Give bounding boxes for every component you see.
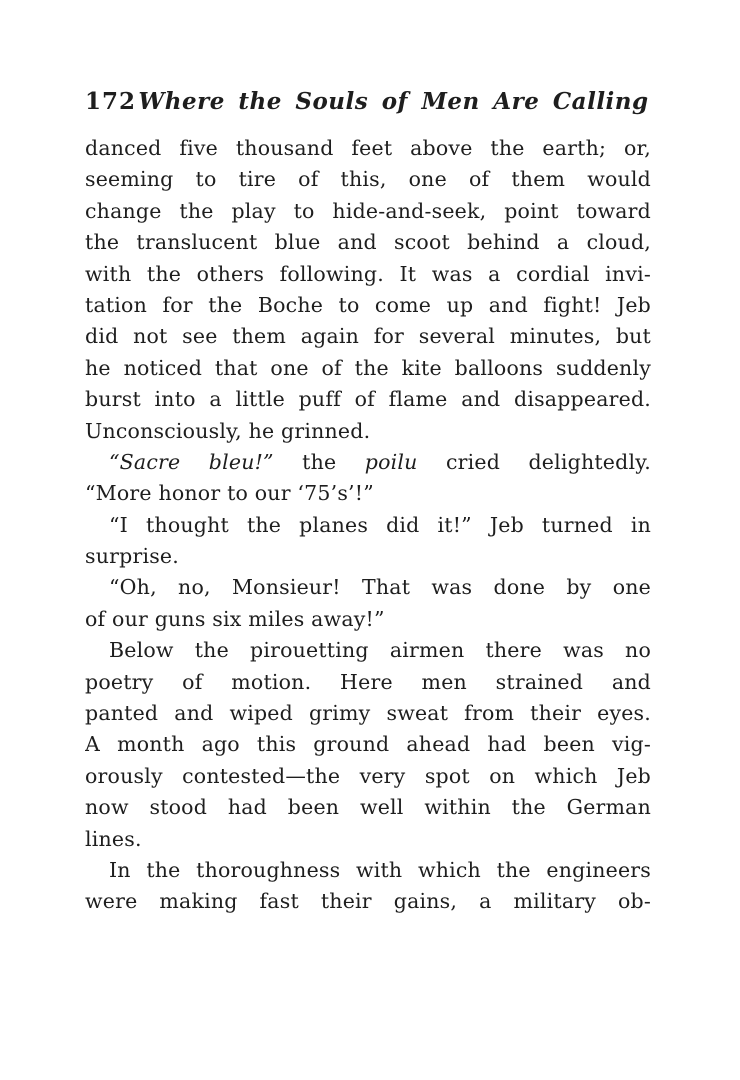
text-line: panted and wiped grimy sweat from their eyes. [85, 701, 651, 726]
text-line: seeming to tire of this, one of them would [85, 167, 651, 192]
text-line: burst into a little puff of flame and disappeared. [85, 387, 651, 412]
text-line: of our guns six miles away!” [85, 606, 385, 631]
text-line: the translucent blue and scoot behind a cloud, [85, 230, 651, 255]
text-line: surprise. [85, 544, 179, 569]
text-line: “I thought the planes did it!” Jeb turned in [109, 512, 651, 537]
text-line: did not see them again for several minutes, but [85, 324, 651, 349]
text-line: lines. [85, 826, 142, 851]
text-line: tation for the Boche to come up and fight! Jeb [85, 292, 651, 317]
text-line: change the play to hide-and-seek, point toward [85, 198, 651, 223]
text-line: Unconsciously, he grinned. [85, 418, 371, 443]
text-block [85, 133, 651, 918]
text-line: now stood had been well within the German [85, 795, 651, 820]
running-head [85, 88, 651, 116]
text-line: Below the pirouetting airmen there was no [109, 638, 651, 663]
page-number: 172 [85, 88, 137, 115]
text-line: poetry of motion. Here men strained and [85, 669, 651, 694]
text-line: A month ago this ground ahead had been vig- [85, 732, 651, 757]
text-line: orously contested—the very spot on which Jeb [85, 763, 651, 788]
text-line: “More honor to our ‘75’s’!” [85, 481, 374, 506]
text-line: danced five thousand feet above the earth; or, [85, 136, 651, 160]
text-line: “Oh, no, Monsieur! That was done by one [109, 575, 651, 600]
text-line: were making fast their gains, a military ob- [85, 889, 651, 914]
running-title: Where the Souls of Men Are Calling [138, 88, 649, 115]
text-line: “Sacre bleu!” the poilu cried delightedly. [109, 449, 651, 474]
text-line: In the thoroughness with which the engineers [109, 857, 651, 882]
text-line: he noticed that one of the kite balloons suddenly [85, 355, 651, 380]
text-line: with the others following. It was a cordial invi- [85, 261, 651, 286]
